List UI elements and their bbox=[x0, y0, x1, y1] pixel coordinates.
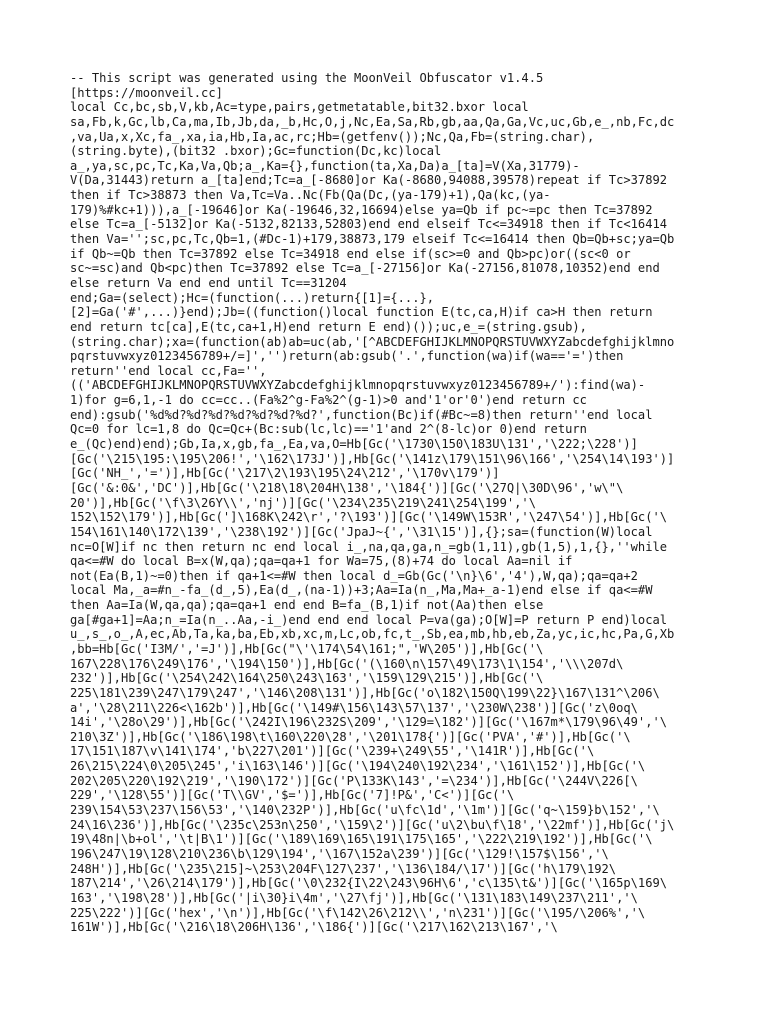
code-line: ga[#ga+1]=Aa;n_=Ia(n_..Aa,-i_)end end end local P=va(ga);O[W]=P return P end)local bbox=[70, 612, 668, 627]
code-line: 187\214','\26\214\179')],Hb[Gc('\0\232{I\22\243\96H\6','c\135\t&')][Gc('\165p\169\ bbox=[70, 876, 668, 891]
code-line: 152\152\179')],Hb[Gc(']\168K\242\r','?\193')][Gc('\149W\153R','\247\54')],Hb[Gc('\ bbox=[70, 510, 668, 525]
obfuscated-script-text bbox=[70, 71, 760, 935]
code-line: 163','\198\28')],Hb[Gc('|i\30}i\4m','\27\fj')],Hb[Gc('\131\183\149\237\211','\ bbox=[70, 890, 638, 905]
code-line: 161W')],Hb[Gc('\216\18\206H\136','\186{')][Gc('\217\162\213\167','\ bbox=[70, 920, 558, 935]
code-line: 202\205\220\192\219','\190\172')][Gc('P\133K\143','=\234')],Hb[Gc('\244V\226[\ bbox=[70, 773, 638, 788]
code-line: e_(Qc)end)end);Gb,Ia,x,gb,fa_,Ea,va,O=Hb[Gc('\1730\150\183U\131','\222;\228')] bbox=[70, 437, 638, 452]
code-line: 225\181\239\247\179\247','\146\208\131')],Hb[Gc('o\182\150Q\199\22}\167\131^\206\ bbox=[70, 685, 660, 700]
code-line: qa<=#W do local B=x(W,qa);qa=qa+1 for Wa=75,(8)+74 do local Aa=nil if bbox=[70, 554, 573, 569]
code-line: a','\28\211\226<\162b')],Hb[Gc('\149#\156\143\57\137','\230W\238')][Gc('z\0oq\ bbox=[70, 700, 638, 715]
code-line: if Qb~=Qb then Tc=37892 else Tc=34918 end else if(sc>=0 and Qb>pc)or((sc<0 or bbox=[70, 246, 631, 261]
code-line: end;Ga=(select);Hc=(function(...)return{[1]={...}, bbox=[70, 290, 435, 305]
code-line: 26\215\224\0\205\245','i\163\146')][Gc('\194\240\192\234','\161\152')],Hb[Gc('\ bbox=[70, 759, 646, 774]
code-line: 19\48n|\b+ol','\t|B\1')][Gc('\189\169\165\191\175\165','\222\219\192')],Hb[Gc('\ bbox=[70, 832, 653, 847]
code-line: (string.byte),(bit32 .bxor);Gc=function(Dc,kc)local bbox=[70, 144, 442, 159]
code-line: 225\222')][Gc('hex','\n')],Hb[Gc('\f\142\26\212\\','n\231')][Gc('\195/\206%','\ bbox=[70, 905, 646, 920]
code-line: [2]=Ga('#',...)}end);Jb=((function()local function E(tc,ca,H)if ca>H then return bbox=[70, 305, 653, 320]
code-line: 154\161\140\172\139','\238\192')][Gc('JpaJ~{','\31\15')],{};sa=(function(W)local bbox=[70, 524, 653, 539]
code-line: local Ma,_a=#n_-fa_(d_,5),Ea(d_,(na-1))+3;Aa=Ia(n_,Ma,Ma+_a-1)end else if qa<=#W bbox=[70, 583, 653, 598]
code-line: [Gc('NH_','=')],Hb[Gc('\217\2\193\195\24\212','\170v\179')] bbox=[70, 466, 500, 481]
code-line: a_,ya,sc,pc,Tc,Ka,Va,Qb;a_,Ka={},function(ta,Xa,Da)a_[ta]=V(Xa,31779)- bbox=[70, 158, 580, 173]
code-line: 24\16\236')],Hb[Gc('\235c\253n\250','\159\2')][Gc('u\2\bu\f\18','\22mf')],Hb[Gc('j\ bbox=[70, 817, 675, 832]
code-line: -- This script was generated using the MoonVeil Obfuscator v1.4.5 bbox=[70, 71, 544, 85]
code-line: then Aa=Ia(W,qa,qa);qa=qa+1 end end B=fa_(B,1)if not(Aa)then else bbox=[70, 598, 544, 613]
code-line: [Gc('&:0&','DC')],Hb[Gc('\218\18\204H\138','\184{')][Gc('\27Q|\30D\96','w\"\ bbox=[70, 480, 624, 495]
code-line: 229','\128\55')][Gc('T\\GV','$=')],Hb[Gc('7]!P&','C<')][Gc('\ bbox=[70, 788, 515, 803]
code-line: ,bb=Hb[Gc('I3M/','=J')],Hb[Gc("\'\174\54\161;",'W\205')],Hb[Gc('\ bbox=[70, 641, 544, 656]
code-line: else Tc=a_[-5132]or Ka(-5132,82133,52803)end end elseif Tc<=34918 then if Tc<16414 bbox=[70, 217, 668, 232]
code-line: then Va='';sc,pc,Tc,Qb=1,(#Dc-1)+179,38873,179 elseif Tc<=16414 then Qb=Qb+sc;ya=Qb bbox=[70, 232, 675, 247]
code-line: 196\247\19\128\210\236\b\129\194','\167\152a\239')][Gc('\129!\157$\156','\ bbox=[70, 846, 609, 861]
code-line: then if Tc>38873 then Va,Tc=Va..Nc(Fb(Qa(Dc,(ya-179)+1),Qa(kc,(ya- bbox=[70, 188, 551, 203]
code-line: local Cc,bc,sb,V,kb,Ac=type,pairs,getmetatable,bit32.bxor local bbox=[70, 100, 529, 115]
code-line: (('ABCDEFGHIJKLMNOPQRSTUVWXYZabcdefghijklmnopqrstuvwxyz0123456789+/'):find(wa)- bbox=[70, 378, 646, 393]
code-line: 1)for g=6,1,-1 do cc=cc..(Fa%2^g-Fa%2^(g-1)>0 and'1'or'0')end return cc bbox=[70, 393, 587, 408]
code-line: u_,s_,o_,A,ec,Ab,Ta,ka,ba,Eb,xb,xc,m,Lc,ob,fc,t_,Sb,ea,mb,hb,eb,Za,yc,ic,hc,Pa,G,Xb bbox=[70, 627, 675, 642]
code-line: nc=O[W]if nc then return nc end local i_,na,qa,ga,n_=gb(1,11),gb(1,5),1,{},''while bbox=[70, 539, 668, 554]
code-line: sc~=sc)and Qb<pc)then Tc=37892 else Tc=a_[-27156]or Ka(-27156,81078,10352)end end bbox=[70, 261, 660, 276]
code-line: V(Da,31443)return a_[ta]end;Tc=a_[-8680]or Ka(-8680,94088,39578)repeat if Tc>37892 bbox=[70, 173, 668, 188]
code-line: 17\151\187\v\141\174','b\227\201')][Gc('\239+\249\55','\141R')],Hb[Gc('\ bbox=[70, 744, 595, 759]
code-line: 210\3Z')],Hb[Gc('\186\198\t\160\220\28','\201\178{')][Gc('PVA','#')],Hb[Gc('\ bbox=[70, 729, 631, 744]
code-line: else return Va end end until Tc==31204 bbox=[70, 275, 347, 290]
code-line: Qc=0 for lc=1,8 do Qc=Qc+(Bc:sub(lc,lc)=='1'and 2^(8-lc)or 0)end return bbox=[70, 422, 587, 437]
code-line: end):gsub('%d%d?%d?%d?%d?%d?%d?%d?',function(Bc)if(#Bc~=8)then return''end local bbox=[70, 407, 653, 422]
code-line: 239\154\53\237\156\53','\140\232P')],Hb[Gc('u\fc\1d','\1m')][Gc('q~\159}b\152','\ bbox=[70, 803, 660, 818]
code-line: 20')],Hb[Gc('\f\3\26Y\\','nj')][Gc('\234\235\219\241\254\199','\ bbox=[70, 495, 536, 510]
code-line: 179)%#kc+1))),a_[-19646]or Ka(-19646,32,16694)else ya=Qb if pc~=pc then Tc=37892 bbox=[70, 202, 653, 217]
code-line: (string.char);xa=(function(ab)ab=uc(ab,'[^ABCDEFGHIJKLMNOPQRSTUVWXYZabcdefghijklmno bbox=[70, 334, 675, 349]
code-line: 167\228\176\249\176','\194\150')],Hb[Gc('(\160\n\157\49\173\1\154','\\\207d\ bbox=[70, 656, 624, 671]
code-line: sa,Fb,k,Gc,lb,Ca,ma,Ib,Jb,da,_b,Hc,O,j,Nc,Ea,Sa,Rb,gb,aa,Qa,Ga,Vc,uc,Gb,e_,nb,Fc,dc bbox=[70, 114, 675, 129]
code-line: return''end local cc,Fa='', bbox=[70, 363, 267, 378]
code-line: 232')],Hb[Gc('\254\242\164\250\243\163','\159\129\215')],Hb[Gc('\ bbox=[70, 671, 544, 686]
code-line: end return tc[ca],E(tc,ca+1,H)end return E end)());uc,e_=(string.gsub), bbox=[70, 319, 587, 334]
code-line: 14i','\28o\29')],Hb[Gc('\242I\196\232S\209','\129=\182')][Gc('\167m*\179\96\49','\ bbox=[70, 715, 668, 730]
code-line: ,va,Ua,x,Xc,fa_,xa,ia,Hb,Ia,ac,rc;Hb=(getfenv());Nc,Qa,Fb=(string.char), bbox=[70, 129, 595, 144]
code-line: [Gc('\215\195:\195\206!','\162\173J')],Hb[Gc('\141z\179\151\96\166','\254\14\193')] bbox=[70, 451, 675, 466]
code-line: [https://moonveil.cc] bbox=[70, 85, 223, 100]
code-line: pqrstuvwxyz0123456789+/=]','')return(ab:gsub('.',function(wa)if(wa=='=')then bbox=[70, 349, 624, 364]
code-line: 248H')],Hb[Gc('\235\215]~\253\204F\127\237','\136\184/\17')][Gc('h\179\192\ bbox=[70, 861, 617, 876]
code-line: not(Ea(B,1)~=0)then if qa+1<=#W then local d_=Gb(Gc('\n}\6','4'),W,qa);qa=qa+2 bbox=[70, 568, 638, 583]
